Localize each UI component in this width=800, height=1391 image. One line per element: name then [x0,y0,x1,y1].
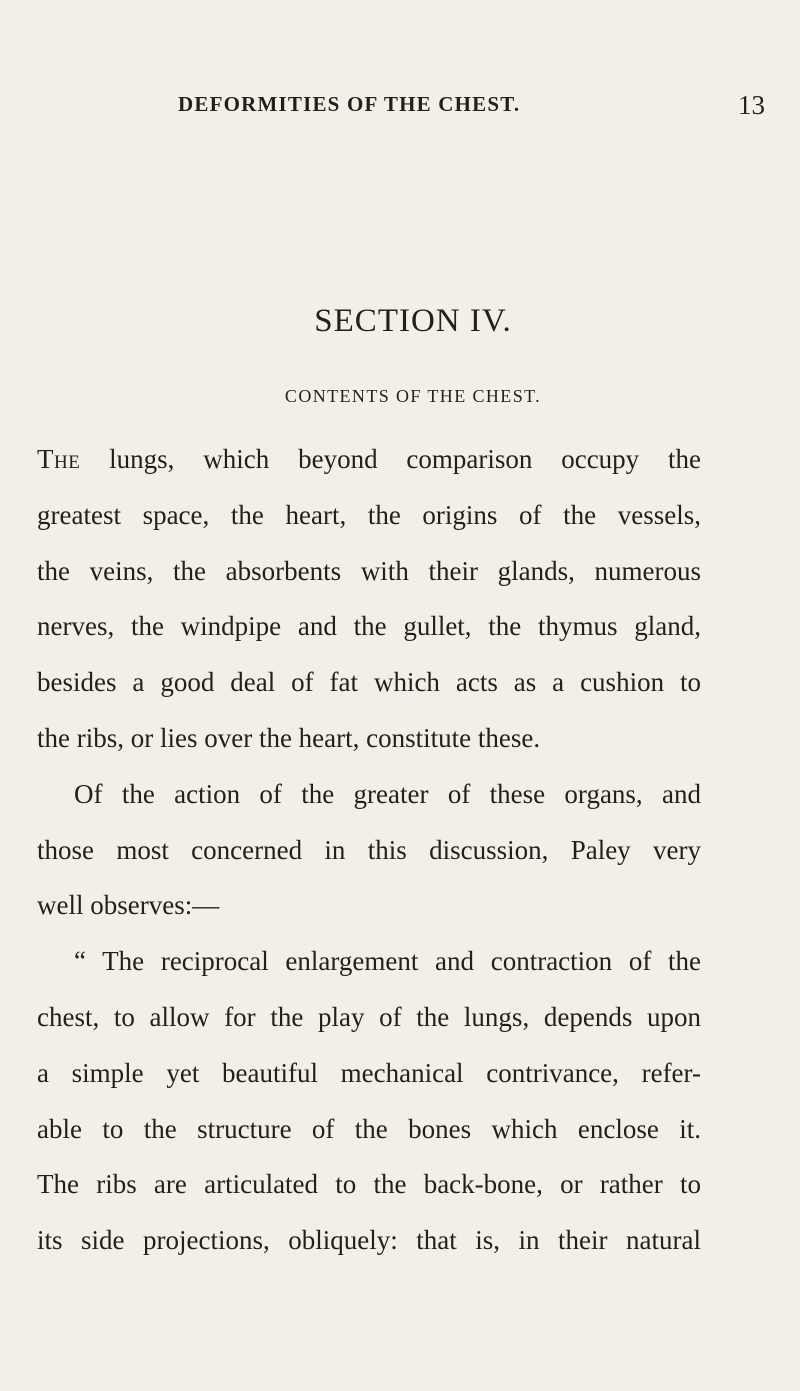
text-line: The ribs are articulated to the back-bone, or rather to [37,1169,701,1200]
running-title: DEFORMITIES OF THE CHEST. [178,92,521,116]
text-line [37,432,701,488]
text-line: the ribs, or lies over the heart, constitute these. [37,722,541,753]
text-line: Of the action of the greater of these organs, and [74,778,701,809]
text-line: well observes:— [37,890,220,921]
text-line: those most concerned in this discussion, Paley very [37,834,701,865]
text-line: nerves, the windpipe and the gullet, the thymus gland, [37,611,701,642]
running-head [178,92,788,126]
text-line: besides a good deal of fat which acts as a cushion to [37,667,701,698]
text-line: greatest space, the heart, the origins of the vessels, [37,499,701,530]
line-rest: lungs, which beyond comparison occupy the [80,444,701,474]
text-line: able to the structure of the bones which enclose it. [37,1113,701,1144]
text-line: the veins, the absorbents with their glands, numerous [37,555,701,586]
text-line: “ The reciprocal enlargement and contraction of the [74,946,701,977]
text-line: its side projections, obliquely: that is, in their natural [37,1225,701,1256]
page-number: 13 [738,90,765,120]
section-subheading: CONTENTS OF THE CHEST. [284,386,542,406]
text-line: chest, to allow for the play of the lungs, depends upon [37,1001,701,1032]
body-text [37,432,701,1269]
lead-word: The [37,444,81,474]
text-line: a simple yet beautiful mechanical contrivance, refer- [37,1057,701,1088]
section-heading: SECTION IV. [314,303,512,339]
